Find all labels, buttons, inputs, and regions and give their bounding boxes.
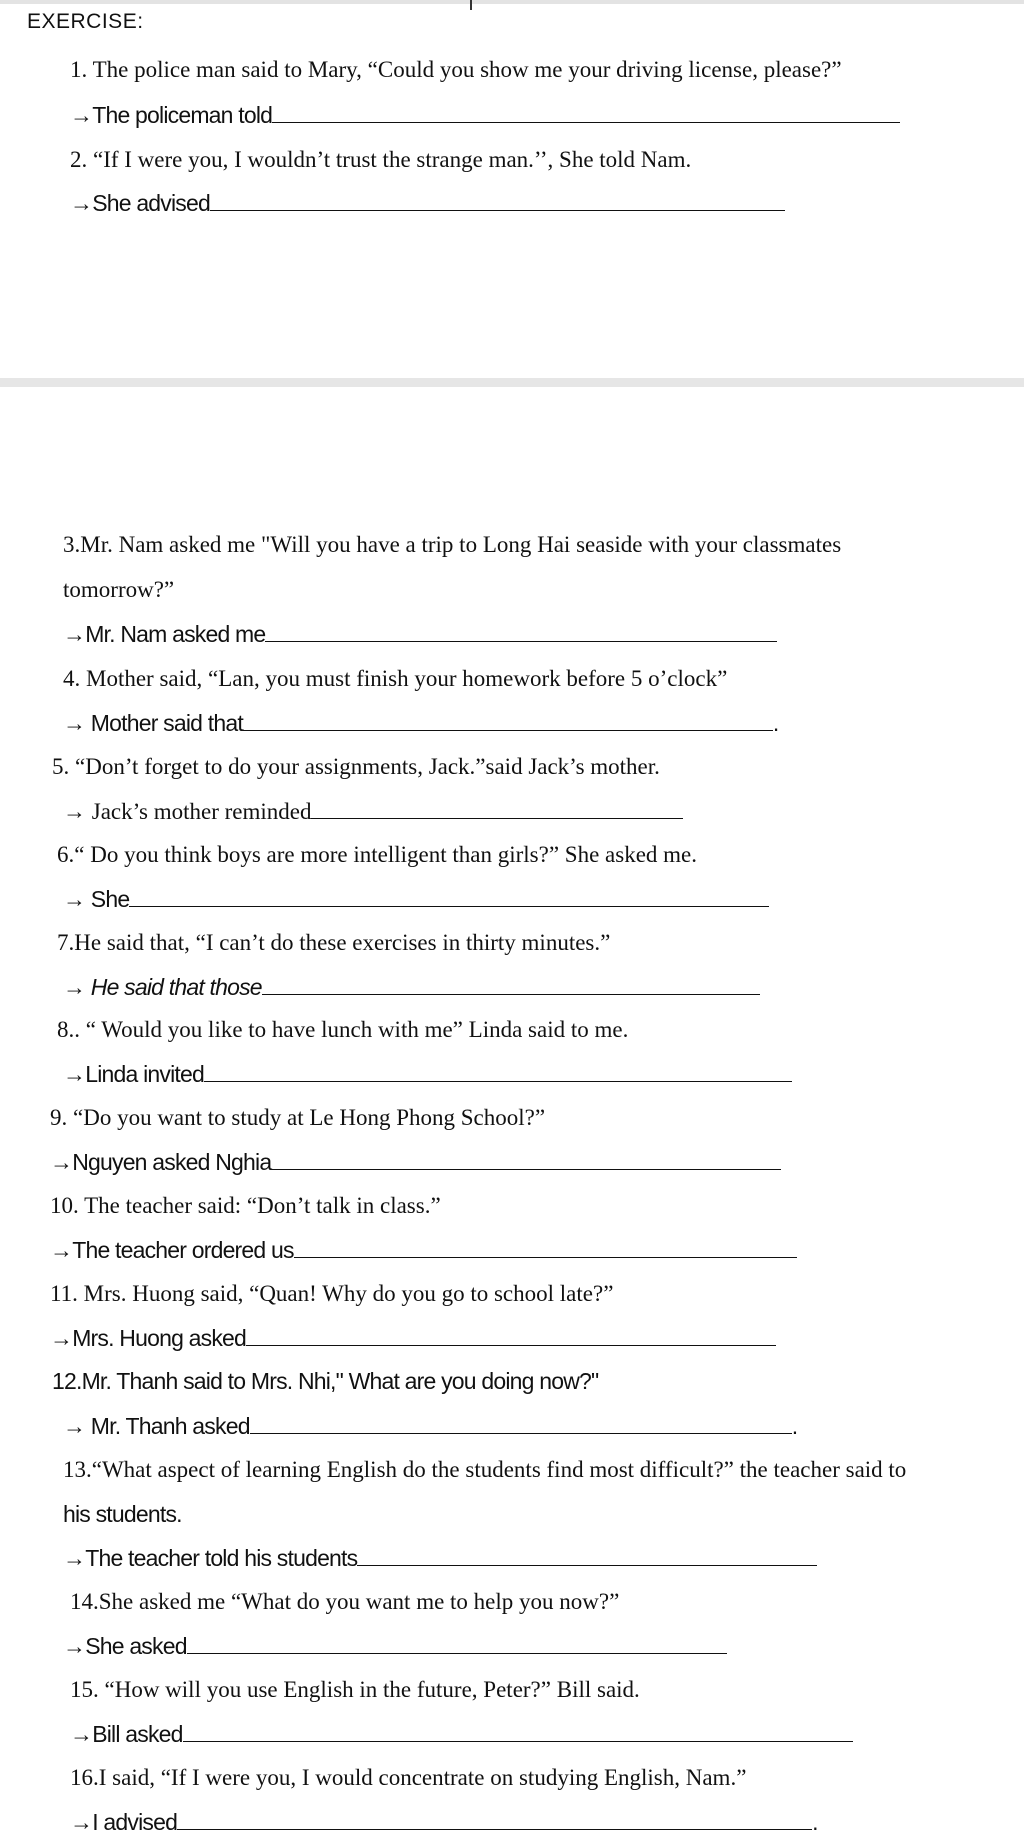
question-2-answer-blank[interactable] (210, 188, 785, 211)
question-14-answer-row (63, 1631, 727, 1661)
question-12-answer-row (63, 1411, 797, 1441)
question-14-prompt: 14.She asked me “What do you want me to help you now?” (70, 1589, 620, 1614)
question-12-prompt: 12.Mr. Thanh said to Mrs. Nhi," What are you doing now?" (52, 1368, 599, 1394)
question-13-answer-row (63, 1543, 817, 1573)
question-9-prompt: 9. “Do you want to study at Le Hong Phong School?” (50, 1105, 546, 1130)
question-16-answer-prefix: →I advised (70, 1809, 178, 1835)
question-15-answer-blank[interactable] (183, 1719, 853, 1742)
question-16-answer-row (70, 1807, 818, 1837)
question-10-prompt: 10. The teacher said: “Don’t talk in class.” (50, 1193, 441, 1218)
question-5-prompt: 5. “Don’t forget to do your assignments, Jack.”said Jack’s mother. (52, 754, 660, 779)
question-4-answer-row (63, 708, 779, 738)
question-8-answer-row (63, 1059, 792, 1089)
question-8-prompt: 8.. “ Would you like to have lunch with me” Linda said to me. (57, 1017, 629, 1042)
question-7-answer-prefix: → He said that those (63, 974, 262, 1000)
question-16-answer-blank[interactable] (177, 1807, 812, 1830)
question-15-prompt: 15. “How will you use English in the future, Peter?” Bill said. (70, 1677, 640, 1702)
question-6-answer-blank[interactable] (129, 884, 769, 907)
question-5-answer-blank[interactable] (311, 796, 683, 819)
question-11-prompt: 11. Mrs. Huong said, “Quan! Why do you go to school late?” (50, 1281, 614, 1306)
question-7-answer-blank[interactable] (262, 972, 760, 995)
question-10-answer-row (50, 1235, 797, 1265)
question-13-prompt-line1: 13.“What aspect of learning English do the students find most difficult?” the teacher said to (63, 1457, 907, 1482)
question-7-answer-row (63, 972, 760, 1002)
question-5-answer-prefix: → Jack’s mother reminded (63, 799, 312, 824)
question-11-answer-prefix: →Mrs. Huong asked (50, 1325, 247, 1351)
page-divider (0, 378, 1024, 387)
question-14-answer-blank[interactable] (187, 1631, 727, 1654)
question-15-answer-row (70, 1719, 853, 1749)
question-1-answer-row (70, 100, 900, 130)
question-16-end-period: . (812, 1809, 818, 1835)
question-11-answer-blank[interactable] (246, 1323, 776, 1346)
question-6-prompt: 6.“ Do you think boys are more intelligent than girls?” She asked me. (57, 842, 698, 867)
question-11-answer-row (50, 1323, 776, 1353)
question-6-answer-prefix: → She (63, 886, 130, 912)
question-5-answer-row (63, 796, 683, 827)
question-4-prompt: 4. Mother said, “Lan, you must finish your homework before 5 o’clock” (63, 666, 728, 691)
question-1-answer-blank[interactable] (272, 100, 900, 123)
question-10-answer-prefix: →The teacher ordered us (50, 1237, 294, 1263)
question-2-answer-prefix: →She advised (70, 190, 210, 216)
question-13-prompt-line2: his students. (63, 1501, 182, 1527)
top-tick-mark (470, 0, 472, 10)
question-3-prompt-line1: 3.Mr. Nam asked me "Will you have a trip to Long Hai seaside with your classmates (63, 532, 842, 557)
question-2-answer-row (70, 188, 785, 218)
question-6-answer-row (63, 884, 769, 914)
question-4-answer-blank[interactable] (243, 708, 773, 731)
question-15-answer-prefix: →Bill asked (70, 1721, 183, 1747)
question-3-answer-blank[interactable] (265, 619, 777, 642)
question-4-end-period: . (772, 710, 779, 736)
question-9-answer-blank[interactable] (271, 1147, 781, 1170)
question-2-prompt: 2. “If I were you, I wouldn’t trust the strange man.’’, She told Nam. (70, 147, 692, 172)
question-1-answer-prefix: →The policeman told (70, 102, 273, 128)
question-10-answer-blank[interactable] (294, 1235, 797, 1258)
question-9-answer-prefix: →Nguyen asked Nghia (50, 1149, 272, 1175)
question-7-prompt: 7.He said that, “I can’t do these exercises in thirty minutes.” (57, 930, 611, 955)
question-12-answer-prefix: → Mr. Thanh asked (63, 1413, 250, 1439)
question-12-end-period: . (791, 1413, 798, 1439)
question-3-answer-row (63, 619, 777, 649)
question-4-answer-prefix: → Mother said that (63, 710, 243, 736)
question-8-answer-prefix: →Linda invited (63, 1061, 204, 1087)
question-16-prompt: 16.I said, “If I were you, I would concentrate on studying English, Nam.” (70, 1765, 747, 1790)
exercise-title: EXERCISE: (27, 10, 144, 33)
question-1-prompt: 1. The police man said to Mary, “Could you show me your driving license, please?” (70, 57, 842, 82)
top-border (0, 0, 1024, 4)
question-12-answer-blank[interactable] (250, 1411, 792, 1434)
question-3-prompt-line2: tomorrow?” (63, 577, 175, 602)
question-9-answer-row (50, 1147, 781, 1177)
question-8-answer-blank[interactable] (204, 1059, 792, 1082)
question-13-answer-blank[interactable] (357, 1543, 817, 1566)
question-3-answer-prefix: →Mr. Nam asked me (63, 621, 266, 647)
question-14-answer-prefix: →She asked (63, 1633, 187, 1659)
question-13-answer-prefix: →The teacher told his students (63, 1545, 358, 1571)
